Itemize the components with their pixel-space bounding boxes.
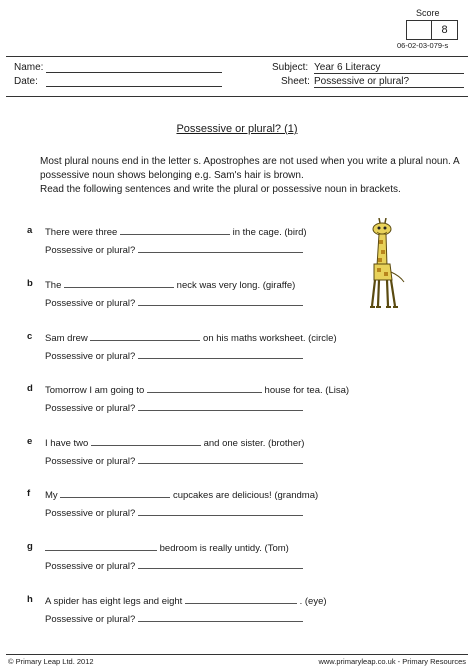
question-text-after: and one sister. (brother) <box>203 438 305 449</box>
answer-line[interactable] <box>138 243 303 253</box>
possessive-or-plural-prompt: Possessive or plural? <box>45 245 136 256</box>
answer-blank[interactable] <box>64 278 174 288</box>
answer-line[interactable] <box>138 296 303 306</box>
question-text-before: A spider has eight legs and eight <box>45 596 183 607</box>
question-letter: h <box>27 594 33 605</box>
question-text-before: Tomorrow I am going to <box>45 385 145 396</box>
answer-blank[interactable] <box>90 331 200 341</box>
question-letter: e <box>27 436 33 447</box>
possessive-or-plural-prompt: Possessive or plural? <box>45 561 136 572</box>
answer-blank[interactable] <box>91 436 201 446</box>
question-letter: g <box>27 541 33 552</box>
sheet-code: 06-02-03-079-s <box>397 41 449 50</box>
worksheet-title <box>0 123 474 135</box>
answer-blank[interactable] <box>60 488 170 498</box>
header-rule <box>6 96 468 97</box>
possessive-or-plural-prompt: Possessive or plural? <box>45 403 136 414</box>
subject-label: Subject: <box>272 62 309 73</box>
possessive-or-plural-prompt: Possessive or plural? <box>45 456 136 467</box>
instructions-paragraph-2: Read the following sentences and write the plural or possessive noun in brackets. <box>40 184 401 195</box>
answer-blank[interactable] <box>120 225 230 235</box>
question-text-before: Sam drew <box>45 333 88 344</box>
date-field[interactable] <box>46 86 222 87</box>
answer-line[interactable] <box>138 506 303 516</box>
name-field[interactable] <box>46 72 222 73</box>
possessive-or-plural-prompt: Possessive or plural? <box>45 508 136 519</box>
question-text-before: I have two <box>45 438 89 449</box>
question-text-before: My <box>45 490 58 501</box>
footer-copyright: © Primary Leap Ltd. 2012 <box>8 657 94 666</box>
question-text-after: . (eye) <box>299 596 327 607</box>
score-label: Score <box>416 8 440 18</box>
answer-line[interactable] <box>138 559 303 569</box>
instructions <box>40 155 460 197</box>
answer-blank[interactable] <box>147 383 262 393</box>
possessive-or-plural-prompt: Possessive or plural? <box>45 351 136 362</box>
score-box <box>406 20 458 40</box>
answer-line[interactable] <box>138 612 303 622</box>
sheet-label: Sheet: <box>281 76 310 87</box>
question-letter: f <box>27 488 31 499</box>
question-text-after: house for tea. (Lisa) <box>264 385 350 396</box>
date-label: Date: <box>14 76 38 87</box>
top-rule <box>6 56 468 57</box>
question-text-after: in the cage. (bird) <box>232 227 307 238</box>
question-letter: d <box>27 383 33 394</box>
possessive-or-plural-prompt: Possessive or plural? <box>45 298 136 309</box>
question-text-before: The <box>45 280 62 291</box>
answer-blank[interactable] <box>185 594 297 604</box>
possessive-or-plural-prompt: Possessive or plural? <box>45 614 136 625</box>
sheet-value: Possessive or plural? <box>314 76 464 88</box>
question-text-after: cupcakes are delicious! (grandma) <box>172 490 319 501</box>
question-letter: a <box>27 225 33 236</box>
footer-website: www.primaryleap.co.uk - Primary Resources <box>318 657 466 666</box>
answer-blank[interactable] <box>45 541 157 551</box>
question-text-after: on his maths worksheet. (circle) <box>203 333 337 344</box>
answer-line[interactable] <box>138 401 303 411</box>
question-letter: c <box>27 331 33 342</box>
question-letter: b <box>27 278 33 289</box>
answer-line[interactable] <box>138 349 303 359</box>
answer-line[interactable] <box>138 454 303 464</box>
instructions-paragraph-1: Most plural nouns end in the letter s. Apostrophes are not used when you write a plural noun. A possessive noun shows belonging e.g. Sam's hair is brown. <box>40 156 460 181</box>
score-value: 8 <box>441 24 448 36</box>
giraffe-illustration <box>360 218 410 310</box>
question-text-after: bedroom is really untidy. (Tom) <box>159 543 289 554</box>
question-text-after: neck was very long. (giraffe) <box>176 280 296 291</box>
name-label: Name: <box>14 62 44 73</box>
footer-rule <box>6 654 468 655</box>
score-blank-cell <box>407 21 432 39</box>
question-text-before: There were three <box>45 227 118 238</box>
subject-value: Year 6 Literacy <box>314 62 464 74</box>
worksheet-title-text: Possessive or plural? (1) <box>176 123 298 135</box>
